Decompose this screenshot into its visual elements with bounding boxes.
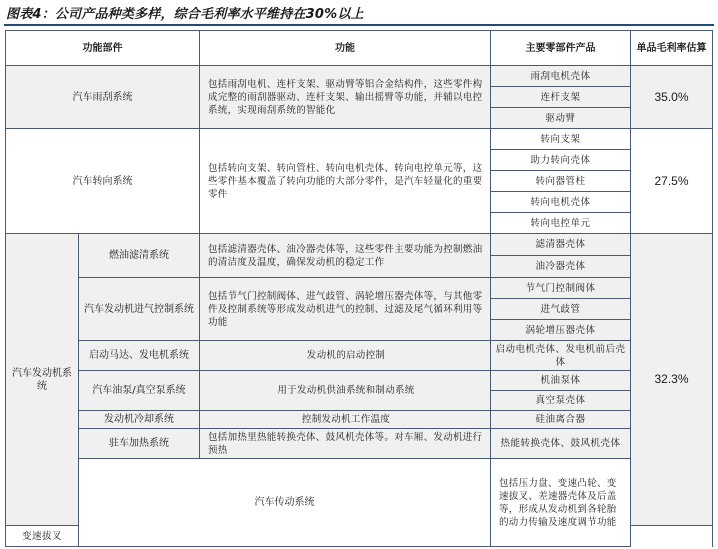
table-row <box>6 371 713 391</box>
steering-margin: 27.5% <box>631 129 713 234</box>
engine-part: 节气门控制阀体 <box>491 278 631 299</box>
engine-part: 热能转换壳体、鼓风机壳体 <box>491 429 631 459</box>
engine-margin: 32.3% <box>631 234 713 526</box>
wiper-margin: 35.0% <box>631 66 713 129</box>
engine-part: 硅油离合器 <box>491 411 631 429</box>
wiper-system-desc: 包括雨刮电机、连杆支架、驱动臂等铝合金结构件，这些零件构成完整的雨刮器驱动、连杆支架、输出摇臂等功能，并辅以电控系统，实现雨刮系统的智能化 <box>200 66 491 129</box>
table-row <box>6 278 713 299</box>
steering-part: 转向器管柱 <box>491 171 631 192</box>
header-parts: 主要零部件产品 <box>491 31 631 66</box>
transmission-system-name: 汽车传动系统 <box>79 459 491 547</box>
engine-sub-desc: 控制发动机工作温度 <box>200 411 491 429</box>
engine-part: 涡轮增压器壳体 <box>491 320 631 341</box>
steering-system-desc: 包括转向支架、转向管柱、转向电机壳体、转向电控单元等，这些零件基本覆盖了转向功能的大部分零件，是汽车轻量化的重要零件 <box>200 129 491 234</box>
header-function-part: 功能部件 <box>6 31 200 66</box>
engine-part: 滤清器壳体 <box>491 234 631 256</box>
table-row <box>6 234 713 256</box>
engine-sub-desc: 包括滤清器壳体、油冷器壳体等，这些零件主要功能为控制燃油的清洁度及温度，确保发动机的稳定工作 <box>200 234 491 278</box>
steering-part: 助力转向壳体 <box>491 150 631 171</box>
product-table <box>5 30 713 547</box>
engine-sub-desc: 发动机的启动控制 <box>200 341 491 371</box>
engine-sub-name: 汽车发动机进气控制系统 <box>79 278 200 341</box>
engine-sub-name: 燃油滤清系统 <box>79 234 200 278</box>
engine-sub-name: 汽车油泵/真空泵系统 <box>79 371 200 411</box>
engine-sub-name: 启动马达、发电机系统 <box>79 341 200 371</box>
table-row <box>6 341 713 371</box>
wiper-part: 雨刮电机壳体 <box>491 66 631 87</box>
engine-part: 进气歧管 <box>491 299 631 320</box>
figure-caption: 图表4：公司产品种类多样，综合毛利率水平维持在30%以上 <box>6 7 364 22</box>
table-row <box>6 66 713 87</box>
wiper-system-name: 汽车雨刮系统 <box>6 66 200 129</box>
transmission-system-desc: 包括压力盘、变速凸轮、变速拔叉、差速器壳体及后盖等，形成从发动机到各轮胎的动力传输及速度调节功能 <box>491 459 631 547</box>
engine-part: 启动电机壳体、发电机前后壳体 <box>491 341 631 371</box>
caption-rule <box>4 24 714 26</box>
engine-system-name: 汽车发动机系统 <box>6 234 79 526</box>
engine-part: 油冷器壳体 <box>491 256 631 278</box>
steering-part: 转向支架 <box>491 129 631 150</box>
transmission-part: 变速拔叉 <box>6 526 79 547</box>
wiper-part: 连杆支架 <box>491 87 631 108</box>
header-row <box>6 31 713 66</box>
steering-part: 转向电机壳体 <box>491 192 631 213</box>
engine-sub-name: 驻车加热系统 <box>79 429 200 459</box>
table-row <box>6 459 713 499</box>
steering-part: 转向电控单元 <box>491 213 631 234</box>
engine-sub-desc: 用于发动机供油系统和制动系统 <box>200 371 491 411</box>
engine-part: 真空泵壳体 <box>491 391 631 411</box>
engine-sub-name: 发动机冷却系统 <box>79 411 200 429</box>
engine-sub-desc: 包括加热里热能转换壳体、鼓风机壳体等。对车厢、发动机进行预热 <box>200 429 491 459</box>
engine-part: 机油泵体 <box>491 371 631 391</box>
wiper-part: 驱动臂 <box>491 108 631 129</box>
engine-sub-desc: 包括节气门控制阀体、进气歧管、涡轮增压器壳体等，与其他零件及控制系统等形成发动机进气的控制、过滤及尾气循环利用等功能 <box>200 278 491 341</box>
header-margin: 单品毛利率估算 <box>631 31 713 66</box>
header-function: 功能 <box>200 31 491 66</box>
steering-system-name: 汽车转向系统 <box>6 129 200 234</box>
table-row <box>6 411 713 429</box>
table-row <box>6 429 713 459</box>
table-row <box>6 129 713 150</box>
